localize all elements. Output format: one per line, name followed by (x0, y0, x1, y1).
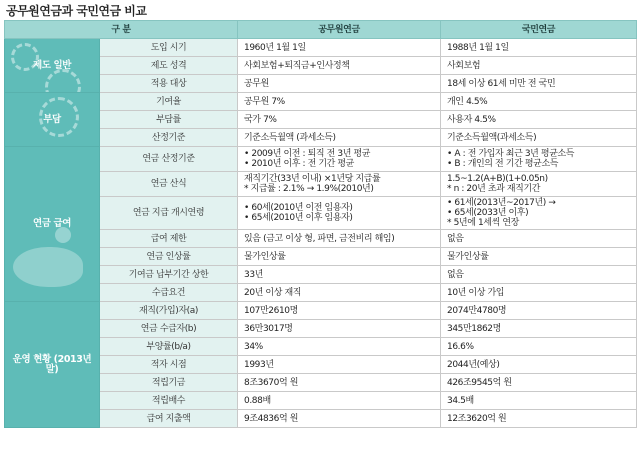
page-title: 공무원연금과 국민연금 비교 (6, 4, 147, 18)
item-label: 도입 시기 (100, 39, 238, 57)
national-pension-value (441, 356, 637, 374)
value-line: 국가 7% (244, 114, 277, 125)
value-line: 2074만4780명 (447, 305, 507, 316)
value-line: 12조3620억 원 (447, 413, 507, 424)
table-row (5, 302, 637, 320)
item-label: 연금 산정기준 (100, 147, 238, 172)
item-label: 부담률 (100, 111, 238, 129)
national-pension-value (441, 197, 637, 230)
piggy-bank-icon (13, 247, 83, 287)
item-label: 산정기준 (100, 129, 238, 147)
gov-pension-value (238, 410, 441, 428)
item-label: 연금 지급 개시연령 (100, 197, 238, 230)
national-pension-value (441, 147, 637, 172)
value-line: 1.5~1.2(A+B)(1+0.05n) (447, 174, 548, 184)
gov-pension-value (238, 39, 441, 57)
gov-pension-value (238, 248, 441, 266)
value-line: 107만2610명 (244, 305, 298, 316)
gov-pension-value (238, 266, 441, 284)
value-line: 공무원 7% (244, 96, 285, 107)
national-pension-value (441, 111, 637, 129)
value-line: • 65세(2033년 이후) (447, 208, 529, 218)
value-line: 10년 이상 가입 (447, 287, 505, 298)
value-line: 36만3017명 (244, 323, 293, 334)
value-line: 1993년 (244, 359, 274, 370)
value-line: 공무원 (244, 78, 269, 89)
item-label: 연금 산식 (100, 172, 238, 197)
category-label: 제도 일반 (32, 59, 71, 71)
gov-pension-value (238, 111, 441, 129)
category-cell (5, 147, 100, 302)
value-line: * 지급률 : 2.1% → 1.9%(2010년) (244, 184, 374, 194)
value-line: 34.5배 (447, 395, 474, 406)
value-line: • A : 전 가입자 최근 3년 평균소득 (447, 149, 575, 159)
value-line: 33년 (244, 269, 263, 280)
value-line: 16.6% (447, 341, 474, 352)
item-label: 부양률(b/a) (100, 338, 238, 356)
value-line: 345만1862명 (447, 323, 501, 334)
item-label: 기여율 (100, 93, 238, 111)
national-pension-value (441, 302, 637, 320)
comparison-table (4, 20, 637, 428)
value-line: 있음 (금고 이상 형, 파면, 금전비리 해임) (244, 233, 395, 244)
value-line: 사회보험+퇴직금+인사정책 (244, 60, 350, 71)
gear-icon (45, 69, 81, 93)
item-label: 적립배수 (100, 392, 238, 410)
national-pension-value (441, 320, 637, 338)
value-line: 426조9545억 원 (447, 377, 512, 388)
table-row (5, 39, 637, 57)
item-label: 급여 지출액 (100, 410, 238, 428)
value-line: 사회보험 (447, 60, 481, 71)
category-label: 부담 (43, 113, 61, 125)
value-line: * 5년에 1세씩 연장 (447, 218, 519, 228)
national-pension-value (441, 57, 637, 75)
value-line: 없음 (447, 269, 464, 280)
value-line: 9조4836억 원 (244, 413, 298, 424)
value-line: 2044년(예상) (447, 359, 500, 370)
national-pension-value (441, 410, 637, 428)
national-pension-value (441, 248, 637, 266)
gov-pension-value (238, 129, 441, 147)
item-label: 적자 시점 (100, 356, 238, 374)
value-line: 재직기간(33년 이내) ×1년당 지급률 (244, 174, 381, 184)
item-label: 기여금 납부기간 상한 (100, 266, 238, 284)
gov-pension-value (238, 197, 441, 230)
item-label: 적용 대상 (100, 75, 238, 93)
value-line: 20년 이상 재직 (244, 287, 302, 298)
header-national-pension: 국민연금 (441, 21, 637, 39)
gov-pension-value (238, 392, 441, 410)
value-line: 기준소득월액 (과세소득) (244, 132, 336, 143)
national-pension-value (441, 392, 637, 410)
gov-pension-value (238, 172, 441, 197)
gov-pension-value (238, 93, 441, 111)
gov-pension-value (238, 320, 441, 338)
value-line: 1960년 1월 1일 (244, 42, 306, 53)
value-line: * n : 20년 초과 재직기간 (447, 184, 541, 194)
gov-pension-value (238, 302, 441, 320)
national-pension-value (441, 374, 637, 392)
gov-pension-value (238, 230, 441, 248)
gov-pension-value (238, 338, 441, 356)
value-line: • 2010년 이후 : 전 기간 평균 (244, 159, 354, 169)
value-line: 기준소득월액(과세소득) (447, 132, 537, 143)
header-gov-pension: 공무원연금 (238, 21, 441, 39)
national-pension-value (441, 338, 637, 356)
value-line: • 61세(2013년~2017년) → (447, 198, 556, 208)
table-header-row (5, 21, 637, 39)
national-pension-value (441, 230, 637, 248)
item-label: 수급요건 (100, 284, 238, 302)
header-category: 구 분 (5, 21, 238, 39)
national-pension-value (441, 266, 637, 284)
item-label: 재직(가입)자(a) (100, 302, 238, 320)
coin-icon (55, 227, 71, 243)
national-pension-value (441, 93, 637, 111)
value-line: • B : 개인의 전 기간 평균소득 (447, 159, 559, 169)
value-line: 18세 이상 61세 미만 전 국민 (447, 78, 556, 89)
value-line: 사용자 4.5% (447, 114, 496, 125)
category-label: 운영 현황 (2013년 말) (12, 353, 92, 375)
value-line: 없음 (447, 233, 464, 244)
national-pension-value (441, 172, 637, 197)
table-row (5, 93, 637, 111)
value-line: 0.88배 (244, 395, 271, 406)
category-cell (5, 302, 100, 428)
category-cell (5, 39, 100, 93)
national-pension-value (441, 75, 637, 93)
national-pension-value (441, 284, 637, 302)
category-label: 연금 급여 (32, 218, 71, 229)
item-label: 급여 제한 (100, 230, 238, 248)
national-pension-value (441, 39, 637, 57)
gov-pension-value (238, 57, 441, 75)
gov-pension-value (238, 147, 441, 172)
national-pension-value (441, 129, 637, 147)
value-line: 1988년 1월 1일 (447, 42, 509, 53)
category-cell (5, 93, 100, 147)
gov-pension-value (238, 356, 441, 374)
value-line: 34% (244, 341, 263, 352)
value-line: 물가인상률 (447, 251, 489, 262)
gov-pension-value (238, 374, 441, 392)
gov-pension-value (238, 75, 441, 93)
item-label: 연금 수급자(b) (100, 320, 238, 338)
value-line: 개인 4.5% (447, 96, 488, 107)
item-label: 제도 성격 (100, 57, 238, 75)
table-row (5, 147, 637, 172)
value-line: • 65세(2010년 이후 임용자) (244, 213, 353, 223)
value-line: • 60세(2010년 이전 임용자) (244, 203, 353, 213)
value-line: 8조3670억 원 (244, 377, 298, 388)
value-line: 물가인상률 (244, 251, 286, 262)
item-label: 적립기금 (100, 374, 238, 392)
gov-pension-value (238, 284, 441, 302)
item-label: 연금 인상률 (100, 248, 238, 266)
value-line: • 2009년 이전 : 퇴직 전 3년 평균 (244, 149, 371, 159)
